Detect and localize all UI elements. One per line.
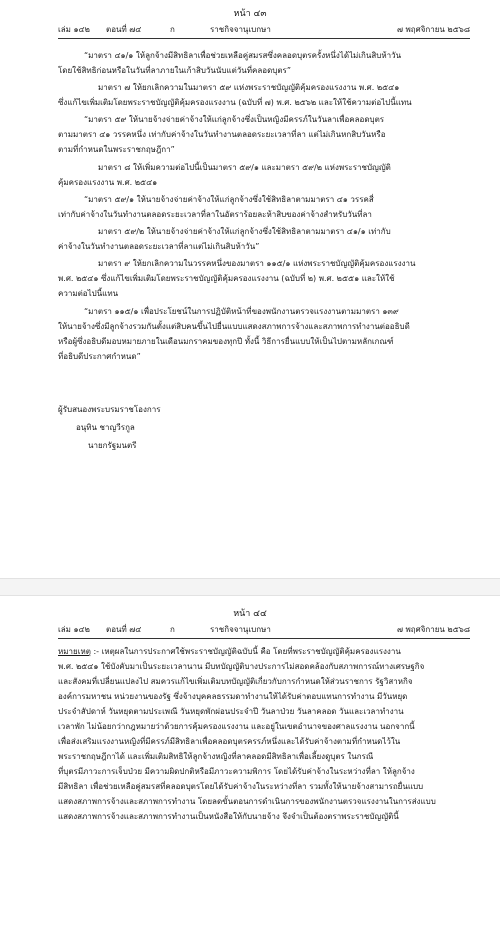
header-date: ๗ พฤศจิกายน ๒๕๖๘ bbox=[396, 25, 470, 34]
paragraph: มาตรา ๘ ให้เพิ่มความต่อไปนี้เป็นมาตรา ๕๙/๑ และมาตรา ๕๙/๒ แห่งพระราชบัญญัติ คุ้มครองแรงงาน พ.ศ. ๒๕๔๑ bbox=[58, 163, 391, 187]
gazette-page-44 bbox=[0, 600, 500, 941]
page-number: หน้า ๔๔ bbox=[233, 609, 267, 619]
header-rule bbox=[58, 638, 470, 639]
header-gazette: ราชกิจจานุเบกษา bbox=[210, 25, 271, 34]
header-date: ๗ พฤศจิกายน ๒๕๖๘ bbox=[396, 625, 470, 634]
header-gazette: ราชกิจจานุเบกษา bbox=[210, 625, 271, 634]
header-section: ตอนที่ ๗๔ bbox=[106, 25, 142, 34]
header-volume: เล่ม ๑๔๒ bbox=[58, 625, 90, 634]
note-text: :- เหตุผลในการประกาศใช้พระราชบัญญัติฉบับนี้ คือ โดยที่พระราชบัญญัติคุ้มครองแรงงาน พ.ศ. ๒๕๔๑ ใช้บังคับมาเป็นระยะเวลานาน มีบทบัญญัติบางประการไม่สอดคล้องกับสภาพการณ์ทางเศรษฐกิจ และสังคมที่เปลี่ยนแปลงไป สมควรแก้ไขเพิ่มเติมบทบัญญัติเกี่ยวกับการกำหนดให้ส่วนราชการ รัฐวิสาหกิจ องค์การมหาชน หน่วยงานของรัฐ ซึ่งจ้างบุคคลธรรมดาทำงานให้ได้รับค่าตอบแทนการทำงาน มีวันหยุด ประจำสัปดาห์ วันหยุดตามประเพณี วันหยุดพักผ่อนประจำปี วันลาป่วย วันลาคลอด วันและเวลาทำงาน เวลาพัก ไม่น้อยกว่ากฎหมายว่าด้วยการคุ้มครองแรงงาน และอยู่ในเขตอำนาจของศาลแรงงาน นอกจากนี้ เพื่อส่งเสริมแรงงานหญิงที่มีครรภ์มีสิทธิลาเพื่อคลอดบุตรครรภ์หนึ่งและได้รับค่าจ้างตามที่กำหนดไว้ใน พระราชกฤษฎีกาได้ และเพิ่มเติมสิทธิให้ลูกจ้างหญิงที่ลาคลอดมีสิทธิลาเพื่อเลี้ยงดูบุตร ในกรณี ที่บุตรมีภาวะการเจ็บป่วย มีความผิดปกติหรือมีภาวะความพิการ โดยได้รับค่าจ้างในระหว่างที่ลา ให้ลูกจ้าง มีสิทธิลา เพื่อช่วยเหลือคู่สมรสที่คลอดบุตรโดยได้รับค่าจ้างในระหว่างที่ลา รวมทั้งให้นายจ้างสามารถยื่นแบบ แสดงสภาพการจ้างและสภาพการทำงาน โดยลดขั้นตอนการดำเนินการของพนักงานตรวจแรงงานในการส่งแบบ แสดงสภาพการจ้างและสภาพการทำงานเป็นหนังสือให้กับนายจ้าง จึงจำเป็นต้องตราพระราชบัญญัตินี้ bbox=[58, 647, 436, 821]
header-type: ก bbox=[170, 625, 175, 634]
note-label: หมายเหตุ bbox=[58, 647, 91, 656]
paragraph: “มาตรา ๑๑๕/๑ เพื่อประโยชน์ในการปฏิบัติหน้าที่ของพนักงานตรวจแรงงานตามมาตรา ๑๓๙ ให้นายจ้างซึ่งมีลูกจ้างรวมกันตั้งแต่สิบคนขึ้นไปยื่นแบบแสดงสภาพการจ้างและสภาพการทำงานต่ออธิบดี หรือผู้ซึ่งอธิบดีมอบหมายภายในเดือนมกราคมของทุกปี ทั้งนี้ วิธีการยื่นแบบให้เป็นไปตามหลักเกณฑ์ ที่อธิบดีประกาศกำหนด” bbox=[58, 307, 410, 361]
header-type: ก bbox=[170, 25, 175, 34]
page-separator bbox=[0, 578, 500, 596]
header-section: ตอนที่ ๗๔ bbox=[106, 625, 142, 634]
signer-name: อนุทิน ชาญวีรกูล bbox=[76, 423, 135, 432]
paragraph: “มาตรา ๕๙ ให้นายจ้างจ่ายค่าจ้างให้แก่ลูกจ้างซึ่งเป็นหญิงมีครรภ์ในวันลาเพื่อคลอดบุตร ตามมาตรา ๔๑ วรรคหนึ่ง เท่ากับค่าจ้างในวันทำงานตลอดระยะเวลาที่ลา แต่ไม่เกินหกสิบวันหรือ ตามที่กำหนดในพระราชกฤษฎีกา” bbox=[58, 115, 386, 154]
page-header bbox=[58, 23, 470, 36]
page-header bbox=[58, 623, 470, 636]
paragraph: มาตรา ๕๙/๒ ให้นายจ้างจ่ายค่าจ้างให้แก่ลูกจ้างซึ่งใช้สิทธิลาตามมาตรา ๔๑/๑ เท่ากับ ค่าจ้างในวันทำงานตลอดระยะเวลาที่ลาแต่ไม่เกินสิบห้าวัน” bbox=[58, 227, 391, 251]
page-number: หน้า ๔๓ bbox=[233, 9, 267, 19]
header-volume: เล่ม ๑๔๒ bbox=[58, 25, 90, 34]
paragraph: “มาตรา ๔๑/๑ ให้ลูกจ้างมีสิทธิลาเพื่อช่วยเหลือคู่สมรสซึ่งคลอดบุตรครั้งหนึ่งได้ไม่เกินสิบห้าวัน โดยใช้สิทธิก่อนหรือในวันที่ลาภายในเก้าสิบวันนับแต่วันที่คลอดบุตร” bbox=[58, 51, 402, 75]
paragraph: มาตรา ๗ ให้ยกเลิกความในมาตรา ๕๙ แห่งพระราชบัญญัติคุ้มครองแรงงาน พ.ศ. ๒๕๔๑ ซึ่งแก้ไขเพิ่มเติมโดยพระราชบัญญัติคุ้มครองแรงงาน (ฉบับที่ ๗) พ.ศ. ๒๕๖๒ และให้ใช้ความต่อไปนี้แทน bbox=[58, 83, 412, 107]
signer-title: นายกรัฐมนตรี bbox=[88, 441, 137, 450]
countersign-label: ผู้รับสนองพระบรมราชโองการ bbox=[58, 405, 161, 414]
explanatory-note bbox=[58, 644, 472, 824]
paragraph: “มาตรา ๕๙/๑ ให้นายจ้างจ่ายค่าจ้างให้แก่ลูกจ้างซึ่งใช้สิทธิลาตามมาตรา ๔๑ วรรคสี่ เท่ากับค่าจ้างในวันทำงานตลอดระยะเวลาที่ลาในอัตราร้อยละห้าสิบของค่าจ้างสำหรับวันที่ลา bbox=[58, 195, 374, 219]
header-rule bbox=[58, 38, 470, 39]
paragraph: มาตรา ๙ ให้ยกเลิกความในวรรคหนึ่งของมาตรา ๑๑๕/๑ แห่งพระราชบัญญัติคุ้มครองแรงงาน พ.ศ. ๒๕๔๑ ซึ่งแก้ไขเพิ่มเติมโดยพระราชบัญญัติคุ้มครองแรงงาน (ฉบับที่ ๒) พ.ศ. ๒๕๕๑ และให้ใช้ ความต่อไปนี้แทน bbox=[58, 259, 416, 298]
